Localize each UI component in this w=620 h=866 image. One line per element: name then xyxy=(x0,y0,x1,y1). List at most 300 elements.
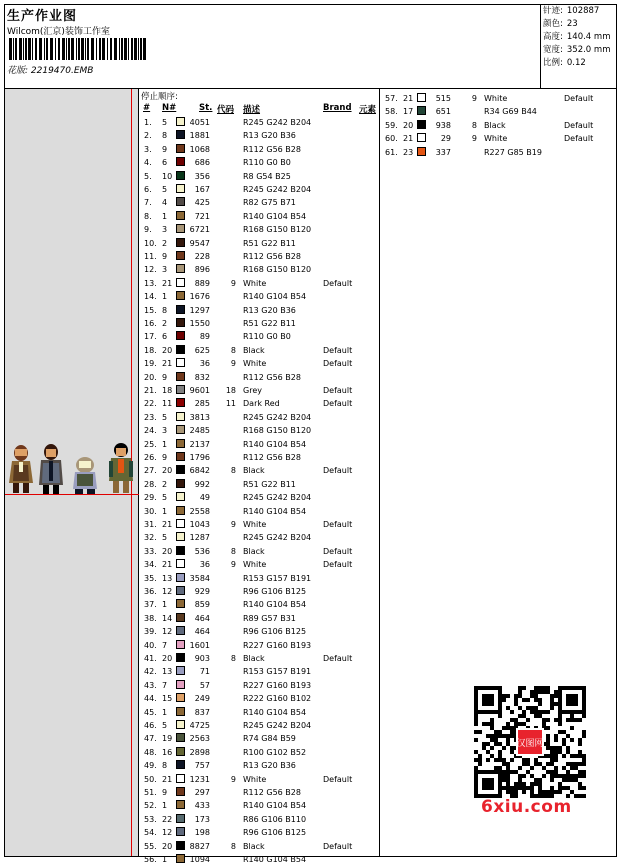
figure-1 xyxy=(9,445,33,493)
needle-number: 11 xyxy=(162,399,173,409)
needle-number: 10 xyxy=(162,171,173,181)
color-description: R153 G157 B191 xyxy=(243,573,312,583)
color-description: White xyxy=(484,94,508,103)
stop-row xyxy=(140,719,378,732)
needle-number: 13 xyxy=(162,573,173,583)
stat-value: 140.4 mm xyxy=(566,32,611,42)
stop-row xyxy=(140,330,378,343)
color-swatch xyxy=(176,626,185,635)
stop-row xyxy=(140,384,378,397)
stop-index: 32. xyxy=(144,533,157,543)
color-swatch xyxy=(417,133,426,142)
stop-row xyxy=(140,518,378,531)
thread-code: 757 xyxy=(194,761,210,771)
needle-number: 21 xyxy=(162,774,173,784)
stop-index: 18. xyxy=(144,345,157,355)
stitch-type: 9 xyxy=(230,560,236,570)
color-swatch xyxy=(176,157,185,166)
stop-row xyxy=(140,397,378,410)
needle-number: 3 xyxy=(162,225,168,235)
stop-row xyxy=(140,210,378,223)
color-swatch xyxy=(176,613,185,622)
color-swatch xyxy=(176,385,185,394)
thread-brand: Default xyxy=(323,841,353,851)
color-swatch xyxy=(176,412,185,421)
color-description: R100 G102 B52 xyxy=(243,747,307,757)
color-description: R112 G56 B28 xyxy=(243,788,301,797)
color-swatch xyxy=(176,171,185,180)
needle-number: 1 xyxy=(162,211,168,221)
stop-index: 48. xyxy=(144,747,157,757)
stitch-type: 9 xyxy=(471,94,477,103)
needle-number: 13 xyxy=(162,667,173,677)
stop-row xyxy=(140,531,378,544)
color-swatch xyxy=(176,693,185,702)
stop-row xyxy=(381,146,613,159)
needle-number: 1 xyxy=(162,439,168,449)
stop-index: 47. xyxy=(144,734,157,744)
stop-index: 4. xyxy=(144,158,152,168)
stop-row xyxy=(140,826,378,839)
thread-code: 837 xyxy=(194,707,210,717)
stat-value: 23 xyxy=(566,19,578,29)
color-description: White xyxy=(484,134,508,144)
stop-row xyxy=(140,317,378,330)
stitch-type: 9 xyxy=(230,774,236,784)
needle-number: 20 xyxy=(162,654,173,663)
color-swatch xyxy=(176,452,185,461)
stitch-type: 8 xyxy=(230,546,236,556)
thread-code: 167 xyxy=(194,185,210,194)
stop-index: 23. xyxy=(144,412,157,422)
color-description: R140 G104 B54 xyxy=(243,707,307,717)
needle-number: 1 xyxy=(162,506,168,516)
needle-number: 12 xyxy=(162,828,173,838)
thread-brand: Default xyxy=(323,399,353,409)
thread-code: 1550 xyxy=(189,319,210,328)
thread-code: 2485 xyxy=(189,426,210,436)
thread-code: 903 xyxy=(194,654,210,663)
color-description: R13 G20 B36 xyxy=(243,131,296,141)
stop-index: 43. xyxy=(144,680,157,690)
thread-brand: Default xyxy=(323,654,353,663)
stitch-type: 9 xyxy=(230,520,236,529)
thread-code: 297 xyxy=(194,788,210,797)
thread-code: 2563 xyxy=(189,734,210,744)
needle-number: 9 xyxy=(162,252,168,261)
needle-number: 6 xyxy=(162,332,168,342)
needle-number: 5 xyxy=(162,118,168,127)
color-description: R153 G157 B191 xyxy=(243,667,312,677)
color-description: Black xyxy=(243,345,265,355)
color-description: R227 G85 B19 xyxy=(484,147,542,157)
stop-index: 9. xyxy=(144,225,152,235)
stop-row xyxy=(381,119,613,132)
stop-row xyxy=(140,290,378,303)
color-description: R110 G0 B0 xyxy=(243,332,291,342)
needle-number: 12 xyxy=(162,587,173,596)
stat-row xyxy=(543,18,616,31)
color-swatch xyxy=(176,827,185,836)
header-code: 代码 xyxy=(217,105,235,115)
thread-code: 1297 xyxy=(189,305,210,315)
stop-row xyxy=(140,451,378,464)
figure-3 xyxy=(73,457,97,494)
thread-code: 1881 xyxy=(189,131,210,141)
thread-code: 29 xyxy=(440,134,451,144)
needle-number: 21 xyxy=(162,278,173,288)
stop-row xyxy=(140,196,378,209)
thread-code: 1068 xyxy=(189,144,210,154)
stat-label: 宽度: xyxy=(543,45,563,55)
stop-index: 14. xyxy=(144,292,157,302)
stop-index: 2. xyxy=(144,131,152,141)
stop-row xyxy=(140,652,378,665)
color-description: R245 G242 B204 xyxy=(243,118,312,127)
thread-code: 356 xyxy=(194,171,210,181)
color-description: R110 G0 B0 xyxy=(243,158,291,168)
thread-code: 9547 xyxy=(189,238,210,248)
color-swatch xyxy=(176,506,185,515)
stop-index: 16. xyxy=(144,319,157,328)
color-description: R140 G104 B54 xyxy=(243,855,307,864)
needle-number: 3 xyxy=(162,426,168,436)
color-swatch xyxy=(176,130,185,139)
stop-row xyxy=(140,732,378,745)
thread-code: 337 xyxy=(435,147,451,157)
color-swatch xyxy=(176,787,185,796)
needle-number: 5 xyxy=(162,493,168,503)
color-description: Black xyxy=(243,466,265,476)
stitch-type: 18 xyxy=(225,386,236,395)
color-swatch xyxy=(176,760,185,769)
needle-number: 21 xyxy=(162,560,173,570)
stop-index: 7. xyxy=(144,198,152,208)
stop-index: 26. xyxy=(144,453,157,462)
thread-code: 433 xyxy=(194,801,210,811)
qr-badge-text: 汉图网 xyxy=(516,739,544,749)
thread-brand: Default xyxy=(323,774,353,784)
stop-index: 30. xyxy=(144,506,157,516)
stat-value: 352.0 mm xyxy=(566,45,611,55)
color-swatch xyxy=(176,720,185,729)
thread-brand: Default xyxy=(323,560,353,570)
stop-row xyxy=(140,424,378,437)
stat-row xyxy=(543,44,616,57)
stop-row xyxy=(140,773,378,786)
needle-number: 21 xyxy=(403,134,414,144)
thread-code: 859 xyxy=(194,600,210,610)
stat-label: 针迹: xyxy=(543,6,563,16)
color-swatch xyxy=(417,147,426,156)
needle-number: 20 xyxy=(403,120,414,130)
color-description: Black xyxy=(243,841,265,851)
color-swatch xyxy=(176,224,185,233)
thread-code: 721 xyxy=(194,211,210,221)
thread-brand: Default xyxy=(323,386,353,395)
needle-number: 21 xyxy=(403,94,414,103)
design-file-label: 花版: 2219470.EMB xyxy=(7,66,94,76)
stop-row xyxy=(140,639,378,652)
color-swatch xyxy=(176,653,185,662)
color-description: R112 G56 B28 xyxy=(243,252,301,261)
stop-row xyxy=(381,132,613,145)
stop-row xyxy=(140,263,378,276)
stop-row xyxy=(140,746,378,759)
stop-index: 33. xyxy=(144,546,157,556)
stop-row xyxy=(140,438,378,451)
stop-index: 22. xyxy=(144,399,157,409)
needle-number: 8 xyxy=(162,761,168,771)
color-description: R140 G104 B54 xyxy=(243,292,307,302)
color-swatch xyxy=(176,372,185,381)
needle-number: 9 xyxy=(162,144,168,154)
stop-index: 27. xyxy=(144,466,157,476)
thread-brand: Default xyxy=(323,466,353,476)
stitch-type: 9 xyxy=(230,278,236,288)
color-swatch xyxy=(176,318,185,327)
color-description: Black xyxy=(484,120,506,130)
color-description: R34 G69 B44 xyxy=(484,107,537,117)
color-description: R245 G242 B204 xyxy=(243,493,312,503)
stat-label: 比例: xyxy=(543,58,563,68)
color-swatch xyxy=(176,747,185,756)
thread-brand: Default xyxy=(564,94,594,103)
stop-index: 19. xyxy=(144,359,157,369)
stop-row xyxy=(140,304,378,317)
stop-index: 59. xyxy=(385,120,398,130)
color-description: R112 G56 B28 xyxy=(243,372,301,382)
needle-number: 5 xyxy=(162,185,168,194)
thread-code: 36 xyxy=(199,359,210,369)
stop-index: 60. xyxy=(385,134,398,144)
color-swatch xyxy=(176,546,185,555)
stitch-type: 9 xyxy=(230,359,236,369)
stop-index: 17. xyxy=(144,332,157,342)
thread-code: 4051 xyxy=(189,118,210,127)
thread-code: 464 xyxy=(194,627,210,637)
color-description: R140 G104 B54 xyxy=(243,506,307,516)
barcode xyxy=(9,38,147,60)
stop-row xyxy=(140,799,378,812)
stop-row xyxy=(140,692,378,705)
thread-code: 285 xyxy=(194,399,210,409)
stat-value: 102887 xyxy=(566,6,600,16)
production-worksheet xyxy=(4,4,617,864)
color-description: R8 G54 B25 xyxy=(243,171,291,181)
color-description: R140 G104 B54 xyxy=(243,600,307,610)
thread-brand: Default xyxy=(564,134,594,144)
needle-number: 16 xyxy=(162,747,173,757)
needle-number: 3 xyxy=(162,265,168,275)
color-swatch xyxy=(176,800,185,809)
color-swatch xyxy=(176,331,185,340)
color-swatch xyxy=(176,573,185,582)
stop-index: 21. xyxy=(144,386,157,395)
thread-code: 536 xyxy=(194,546,210,556)
color-description: R140 G104 B54 xyxy=(243,801,307,811)
stop-row xyxy=(140,853,378,866)
needle-number: 5 xyxy=(162,412,168,422)
stitch-type: 9 xyxy=(471,134,477,144)
thread-code: 1231 xyxy=(189,774,210,784)
needle-number: 7 xyxy=(162,640,168,650)
thread-code: 9601 xyxy=(189,386,210,395)
stop-index: 35. xyxy=(144,573,157,583)
stitch-type: 11 xyxy=(225,399,236,409)
thread-code: 1676 xyxy=(189,292,210,302)
color-swatch xyxy=(176,666,185,675)
needle-number: 6 xyxy=(162,158,168,168)
stop-index: 3. xyxy=(144,144,152,154)
thread-code: 2137 xyxy=(189,439,210,449)
stop-index: 44. xyxy=(144,694,157,704)
thread-code: 228 xyxy=(194,252,210,261)
color-swatch xyxy=(176,559,185,568)
thread-code: 929 xyxy=(194,587,210,596)
color-swatch xyxy=(176,398,185,407)
stop-row xyxy=(140,505,378,518)
color-swatch xyxy=(176,251,185,260)
needle-number: 20 xyxy=(162,841,173,851)
color-swatch xyxy=(176,479,185,488)
needle-number: 8 xyxy=(162,305,168,315)
thread-code: 992 xyxy=(194,479,210,489)
stop-sequence-caption: 停止顺序: xyxy=(141,92,178,102)
stop-row xyxy=(140,840,378,853)
needle-number: 2 xyxy=(162,479,168,489)
stat-label: 高度: xyxy=(543,32,563,42)
color-swatch xyxy=(176,117,185,126)
stop-index: 42. xyxy=(144,667,157,677)
stop-index: 52. xyxy=(144,801,157,811)
needle-number: 9 xyxy=(162,372,168,382)
header-element: 元素 xyxy=(359,105,377,115)
stat-row xyxy=(543,57,616,70)
color-description: R227 G160 B193 xyxy=(243,640,312,650)
stop-row xyxy=(140,237,378,250)
stop-index: 24. xyxy=(144,426,157,436)
stop-index: 55. xyxy=(144,841,157,851)
needle-number: 20 xyxy=(162,466,173,476)
stop-index: 5. xyxy=(144,171,152,181)
header-stitches: St. xyxy=(199,103,213,113)
color-description: R51 G22 B11 xyxy=(243,238,296,248)
color-description: R245 G242 B204 xyxy=(243,721,312,730)
thread-brand: Default xyxy=(323,546,353,556)
thread-code: 425 xyxy=(194,198,210,208)
color-description: R168 G150 B120 xyxy=(243,426,312,436)
thread-code: 2558 xyxy=(189,506,210,516)
needle-number: 17 xyxy=(403,107,414,117)
stop-index: 40. xyxy=(144,640,157,650)
color-description: R140 G104 B54 xyxy=(243,211,307,221)
stop-row xyxy=(140,250,378,263)
stop-index: 25. xyxy=(144,439,157,449)
stop-row xyxy=(140,143,378,156)
color-swatch xyxy=(176,492,185,501)
stop-row xyxy=(140,464,378,477)
color-swatch xyxy=(176,197,185,206)
needle-number: 21 xyxy=(162,359,173,369)
stitch-type: 8 xyxy=(230,466,236,476)
stop-index: 54. xyxy=(144,828,157,838)
stop-index: 20. xyxy=(144,372,157,382)
color-swatch xyxy=(176,465,185,474)
stop-index: 45. xyxy=(144,707,157,717)
header-brand: Brand xyxy=(323,103,352,113)
color-description: R112 G56 B28 xyxy=(243,453,301,462)
thread-code: 625 xyxy=(194,345,210,355)
color-swatch xyxy=(176,532,185,541)
thread-code: 3584 xyxy=(189,573,210,583)
stitch-type: 8 xyxy=(230,841,236,851)
color-description: R168 G150 B120 xyxy=(243,265,312,275)
thread-code: 249 xyxy=(194,694,210,704)
needle-number: 12 xyxy=(162,627,173,637)
stop-index: 36. xyxy=(144,587,157,596)
color-description: White xyxy=(243,359,267,369)
stop-index: 8. xyxy=(144,211,152,221)
thread-code: 464 xyxy=(194,613,210,623)
header-description: 描述 xyxy=(243,105,261,115)
thread-code: 1796 xyxy=(189,453,210,462)
stop-row xyxy=(140,491,378,504)
color-swatch xyxy=(176,707,185,716)
thread-code: 8827 xyxy=(189,841,210,851)
color-swatch xyxy=(176,599,185,608)
stop-row xyxy=(140,170,378,183)
studio-name: Wilcom(汇京)装饰工作室 xyxy=(7,27,110,37)
needle-number: 20 xyxy=(162,546,173,556)
color-description: R96 G106 B125 xyxy=(243,828,307,838)
stop-index: 57. xyxy=(385,94,398,103)
design-preview xyxy=(5,89,139,856)
color-swatch xyxy=(176,680,185,689)
stop-row xyxy=(140,585,378,598)
stop-row xyxy=(140,277,378,290)
color-swatch xyxy=(176,305,185,314)
stop-index: 49. xyxy=(144,761,157,771)
stop-row xyxy=(381,92,613,105)
color-description: R86 G106 B110 xyxy=(243,814,307,824)
thread-code: 2898 xyxy=(189,747,210,757)
stop-index: 53. xyxy=(144,814,157,824)
embroidery-figures-image xyxy=(5,441,135,495)
color-description: R140 G104 B54 xyxy=(243,439,307,449)
figure-2 xyxy=(39,444,63,494)
stop-index: 10. xyxy=(144,238,157,248)
color-description: White xyxy=(243,560,267,570)
stop-row xyxy=(140,665,378,678)
needle-number: 9 xyxy=(162,788,168,797)
stat-value: 0.12 xyxy=(566,58,586,68)
needle-number: 19 xyxy=(162,734,173,744)
color-swatch xyxy=(176,184,185,193)
stitch-type: 8 xyxy=(471,120,477,130)
color-description: White xyxy=(243,774,267,784)
stop-row xyxy=(140,558,378,571)
stop-row xyxy=(381,105,613,118)
thread-code: 71 xyxy=(199,667,210,677)
stop-index: 38. xyxy=(144,613,157,623)
stop-index: 28. xyxy=(144,479,157,489)
needle-number: 5 xyxy=(162,533,168,543)
thread-code: 198 xyxy=(194,828,210,838)
design-stats xyxy=(540,5,616,88)
color-description: White xyxy=(243,520,267,529)
needle-number: 22 xyxy=(162,814,173,824)
